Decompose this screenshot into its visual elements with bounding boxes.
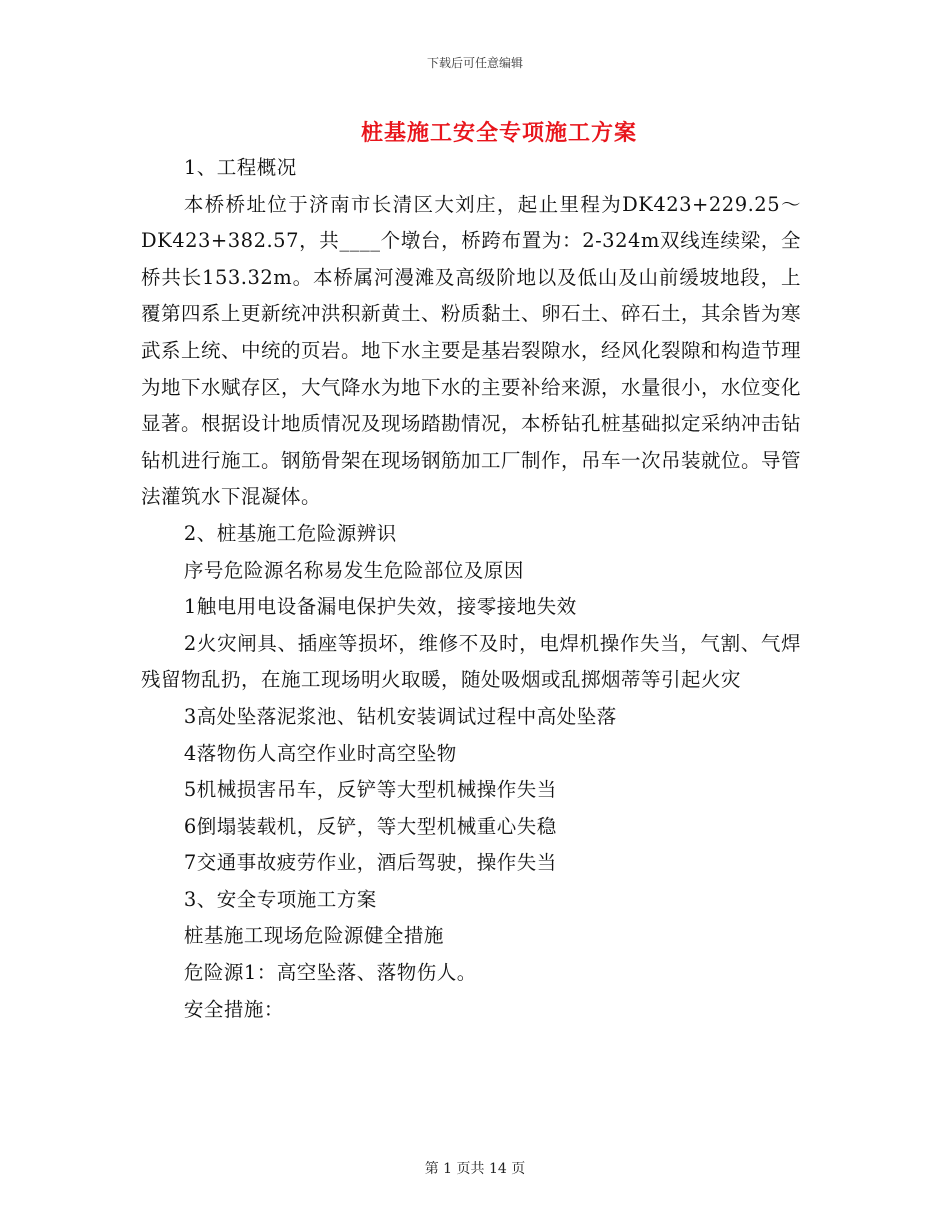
hazard-item: 2火灾闸具、插座等损坏，维修不及时，电焊机操作失当，气割、气焊残留物乱扔，在施工现场明火取暖，随处吸烟或乱掷烟蒂等引起火灾 [141,631,801,692]
hazard-table-header: 序号危险源名称易发生危险部位及原因 [183,558,524,582]
section-heading-hazards: 2、桩基施工危险源辨识 [183,521,397,545]
hazard-item: 4落物伤人高空作业时高空坠物 [183,741,457,765]
paragraph-overview: 本桥桥址位于济南市长清区大刘庄，起止里程为DK423+229.25～DK423+382.57，共____个墩台，桥跨布置为：2-324m双线连续梁，全桥共长153.32m。本桥属河漫滩及高级阶地以及低山及山前缓坡地段，上覆第四系上更新统冲洪积新黄土、粉质黏土、卵石土、碎石土，其余皆为寒武系上统、中统的页岩。地下水主要是基岩裂隙水，经风化裂隙和构造节理为地下水赋存区，大气降水为地下水的主要补给来源，水量很小，水位变化显著。根据设计地质情况及现场踏勘情况，本桥钻孔桩基础拟定采纳冲击钻钻机进行施工。钢筋骨架在现场钢筋加工厂制作，吊车一次吊装就位。导管法灌筑水下混凝体。 [141,192,802,509]
hazard-item: 3高处坠落泥浆池、钻机安装调试过程中高处坠落 [183,704,617,728]
document-title: 桩基施工安全专项施工方案 [360,120,637,146]
paragraph-hazard-1: 危险源1：高空坠落、落物伤人。 [183,961,477,985]
hazard-item: 7交通事故疲劳作业，酒后驾驶，操作失当 [183,851,557,875]
page-footer-number: 第 1 页共 14 页 [424,1161,526,1177]
hazard-item: 6倒塌装载机，反铲，等大型机械重心失稳 [183,814,557,838]
hazard-item: 1触电用电设备漏电保护失效，接零接地失效 [183,595,577,619]
hazard-item: 5机械损害吊车，反铲等大型机械操作失当 [183,778,557,802]
page-header-note: 下载后可任意编辑 [426,56,523,70]
paragraph-measures-title: 桩基施工现场危险源健全措施 [183,924,444,948]
paragraph-safety-measures: 安全措施： [183,997,284,1021]
document-body [141,150,801,1028]
section-heading-overview: 1、工程概况 [183,156,297,179]
section-heading-safety-plan: 3、安全专项施工方案 [183,887,377,911]
